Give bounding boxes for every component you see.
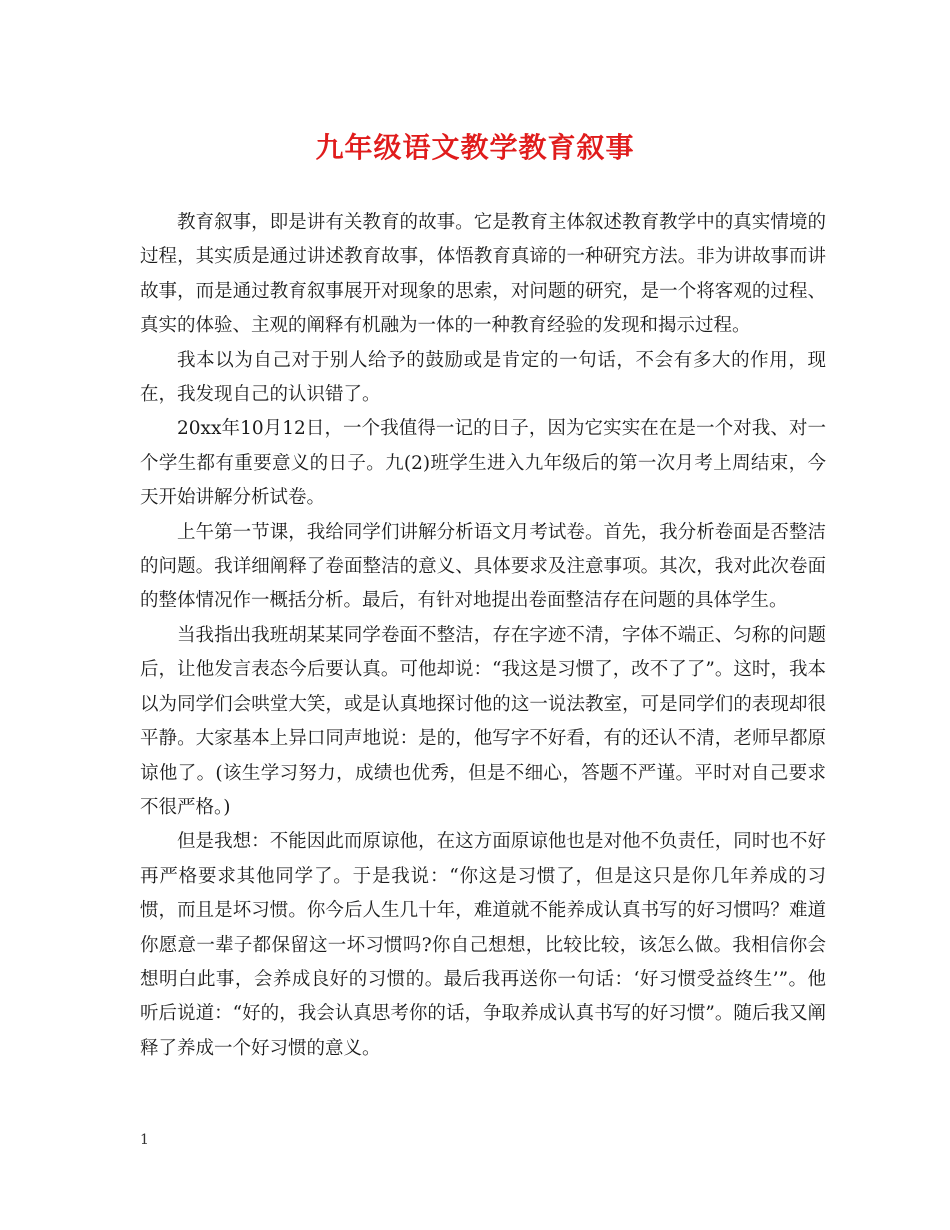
paragraph-student: 当我指出我班胡某某同学卷面不整洁，存在字迹不清，字体不端正、匀称的问题后，让他发言表态今后要认真。可他却说：“我这是习惯了，改不了了”。这时，我本以为同学们会哄堂大笑，或是认真地探讨他的这一说法教室，可是同学们的表现却很平静。大家基本上异口同声地说：是的，他写字不好看，有的还认不清，老师早都原谅他了。(该生学习努力，成绩也优秀，但是不细心，答题不严谨。平时对自己要求不很严格。) [140,624,826,818]
paragraph-date: 20xx年10月12日，一个我值得一记的日子，因为它实实在在是一个对我、对一个学生都有重要意义的日子。九(2)班学生进入九年级后的第一次月考上周结束，今天开始讲解分析试卷。 [140,418,826,509]
paragraph-realization: 我本以为自己对于别人给予的鼓励或是肯定的一句话，不会有多大的作用，现在，我发现自己的认识错了。 [140,349,826,406]
paragraph-response: 但是我想：不能因此而原谅他，在这方面原谅他也是对他不负责任，同时也不好再严格要求其他同学了。于是我说：“你这是习惯了，但是这只是你几年养成的习惯，而且是坏习惯。你今后人生几十年，难道就不能养成认真书写的好习惯吗？难道你愿意一辈子都保留这一坏习惯吗?你自己想想，比较比较，该怎么做。我相信你会想明白此事，会养成良好的习惯的。最后我再送你一句话：‘好习惯受益终生’”。他听后说道：“好的，我会认真思考你的话，争取养成认真书写的好习惯”。随后我又阐释了养成一个好习惯的意义。 [140,831,826,1059]
document-body [140,206,826,1066]
document-title: 九年级语文教学教育叙事 [315,131,635,164]
paragraph-lesson: 上午第一节课，我给同学们讲解分析语文月考试卷。首先，我分析卷面是否整洁的问题。我详细阐释了卷面整洁的意义、具体要求及注意事项。其次，我对此次卷面的整体情况作一概括分析。最后，有针对地提出卷面整洁存在问题的具体学生。 [140,521,826,612]
paragraph-intro: 教育叙事，即是讲有关教育的故事。它是教育主体叙述教育教学中的真实情境的过程，其实质是通过讲述教育故事，体悟教育真谛的一种研究方法。非为讲故事而讲故事，而是通过教育叙事展开对现象的思索，对问题的研究，是一个将客观的过程、真实的体验、主观的阐释有机融为一体的一种教育经验的发现和揭示过程。 [140,212,826,337]
page-number: 1 [140,1132,149,1148]
